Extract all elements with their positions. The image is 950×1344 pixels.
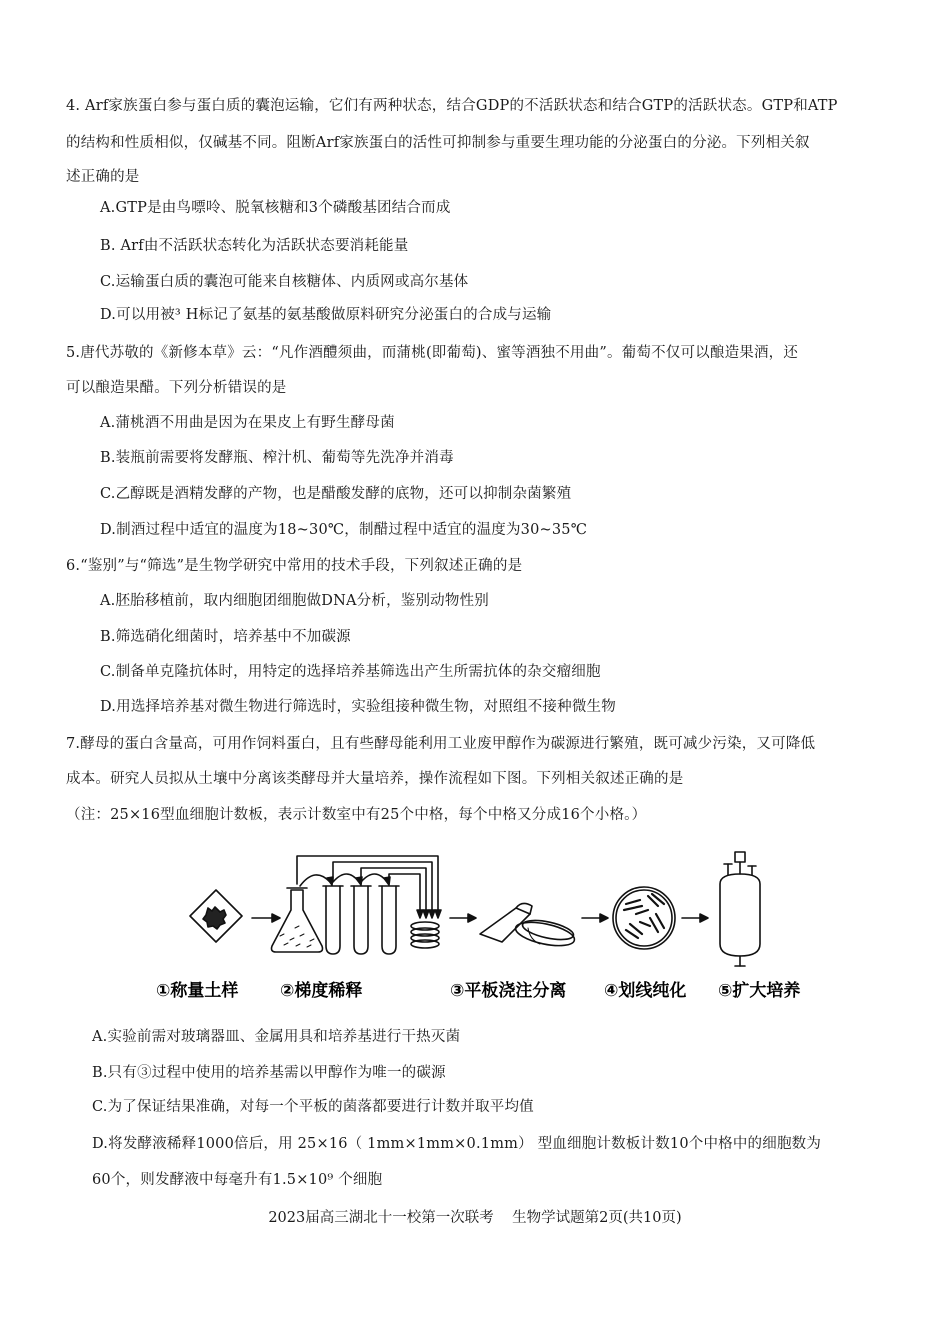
q6-option-c: C.制备单克隆抗体时，用特定的选择培养基筛选出产生所需抗体的杂交瘤细胞 — [100, 664, 601, 680]
q4-option-d: D.可以用被³ H标记了氨基的氨基酸做原料研究分泌蛋白的合成与运输 — [100, 307, 552, 323]
q7-stem-line-2: 成本。研究人员拟从土壤中分离该类酵母并大量培养，操作流程如下图。下列相关叙述正确的是 — [66, 771, 684, 787]
q4-option-b: B. Arf由不活跃状态转化为活跃状态要消耗能量 — [100, 238, 409, 254]
q4-stem-line-2: 的结构和性质相似，仅碱基不同。阻断Arf家族蛋白的活性可抑制参与重要生理功能的分泌蛋白的分泌。下列相关叙 — [66, 135, 810, 151]
page-footer: 2023届高三湖北十一校第一次联考 生物学试题第2页(共10页) — [268, 1210, 682, 1226]
q5-stem-line-1: 5.唐代苏敬的《新修本草》云：“凡作酒醴须曲，而蒲桃(即葡萄)、蜜等酒独不用曲”。葡萄不仅可以酿造果酒，还 — [66, 345, 799, 361]
q4-option-c: C.运输蛋白质的囊泡可能来自核糖体、内质网或高尔基体 — [100, 274, 469, 290]
caption-step-2: ②梯度稀释 — [280, 981, 363, 1001]
q4-stem-line-1: 4. Arf家族蛋白参与蛋白质的囊泡运输，它们有两种状态，结合GDP的不活跃状态和结合GTP的活跃状态。GTP和ATP — [66, 98, 838, 114]
soil-sample-icon — [190, 890, 242, 942]
arrow-1-icon — [252, 914, 280, 922]
arrow-3-icon — [582, 914, 608, 922]
test-tube-2-icon — [351, 886, 371, 954]
q7-option-d-line-2: 60个，则发酵液中每毫升有1.5×10⁹ 个细胞 — [92, 1172, 383, 1188]
q7-option-d-line-1: D.将发酵液稀释1000倍后，用 25×16（ 1mm×1mm×0.1mm） 型血细胞计数板计数10个中格中的细胞数为 — [92, 1136, 822, 1152]
streak-plate-icon — [613, 887, 675, 949]
q5-option-d: D.制酒过程中适宜的温度为18~30℃，制醋过程中适宜的温度为30~35℃ — [100, 522, 588, 538]
q7-option-a: A.实验前需对玻璃器皿、金属用具和培养基进行干热灭菌 — [92, 1029, 461, 1045]
q6-option-b: B.筛选硝化细菌时，培养基中不加碳源 — [100, 629, 351, 645]
q7-note: （注：25×16型血细胞计数板，表示计数室中有25个中格，每个中格又分成16个小格。） — [66, 807, 647, 823]
q6-option-a: A.胚胎移植前，取内细胞团细胞做DNA分析，鉴别动物性别 — [100, 593, 489, 609]
q5-option-b: B.装瓶前需要将发酵瓶、榨汁机、葡萄等先洗净并消毒 — [100, 450, 454, 466]
fermenter-icon — [720, 852, 760, 966]
arrow-2-icon — [450, 914, 476, 922]
caption-step-3: ③平板浇注分离 — [450, 981, 567, 1001]
q7-option-b: B.只有③过程中使用的培养基需以甲醇作为唯一的碳源 — [92, 1065, 446, 1081]
q6-option-d: D.用选择培养基对微生物进行筛选时，实验组接种微生物，对照组不接种微生物 — [100, 699, 616, 715]
q7-stem-line-1: 7.酵母的蛋白含量高，可用作饲料蛋白，且有些酵母能利用工业废甲醇作为碳源进行繁殖，既可减少污染，又可降低 — [66, 736, 816, 752]
test-tube-3-icon — [379, 886, 399, 954]
pour-plate-icon — [480, 903, 576, 950]
q5-stem-line-2: 可以酿造果醋。下列分析错误的是 — [66, 380, 287, 396]
arrow-4-icon — [682, 914, 708, 922]
q7-option-c: C.为了保证结果准确，对每一个平板的菌落都要进行计数并取平均值 — [92, 1099, 534, 1115]
caption-step-4: ④划线纯化 — [604, 981, 687, 1001]
procedure-diagram — [150, 848, 820, 1008]
test-tube-1-icon — [323, 886, 343, 954]
q4-stem-line-3: 述正确的是 — [66, 169, 140, 185]
plate-stack-icon — [411, 922, 439, 948]
q5-option-c: C.乙醇既是酒精发酵的产物，也是醋酸发酵的底物，还可以抑制杂菌繁殖 — [100, 486, 572, 502]
q5-option-a: A.蒲桃酒不用曲是因为在果皮上有野生酵母菌 — [100, 415, 395, 431]
caption-step-1: ①称量土样 — [156, 981, 239, 1001]
q6-stem-line-1: 6.“鉴别”与“筛选”是生物学研究中常用的技术手段，下列叙述正确的是 — [66, 558, 523, 574]
q4-option-a: A.GTP是由鸟嘌呤、脱氧核糖和3个磷酸基团结合而成 — [100, 200, 451, 216]
flask-icon — [272, 888, 323, 952]
caption-step-5: ⑤扩大培养 — [718, 981, 801, 1001]
